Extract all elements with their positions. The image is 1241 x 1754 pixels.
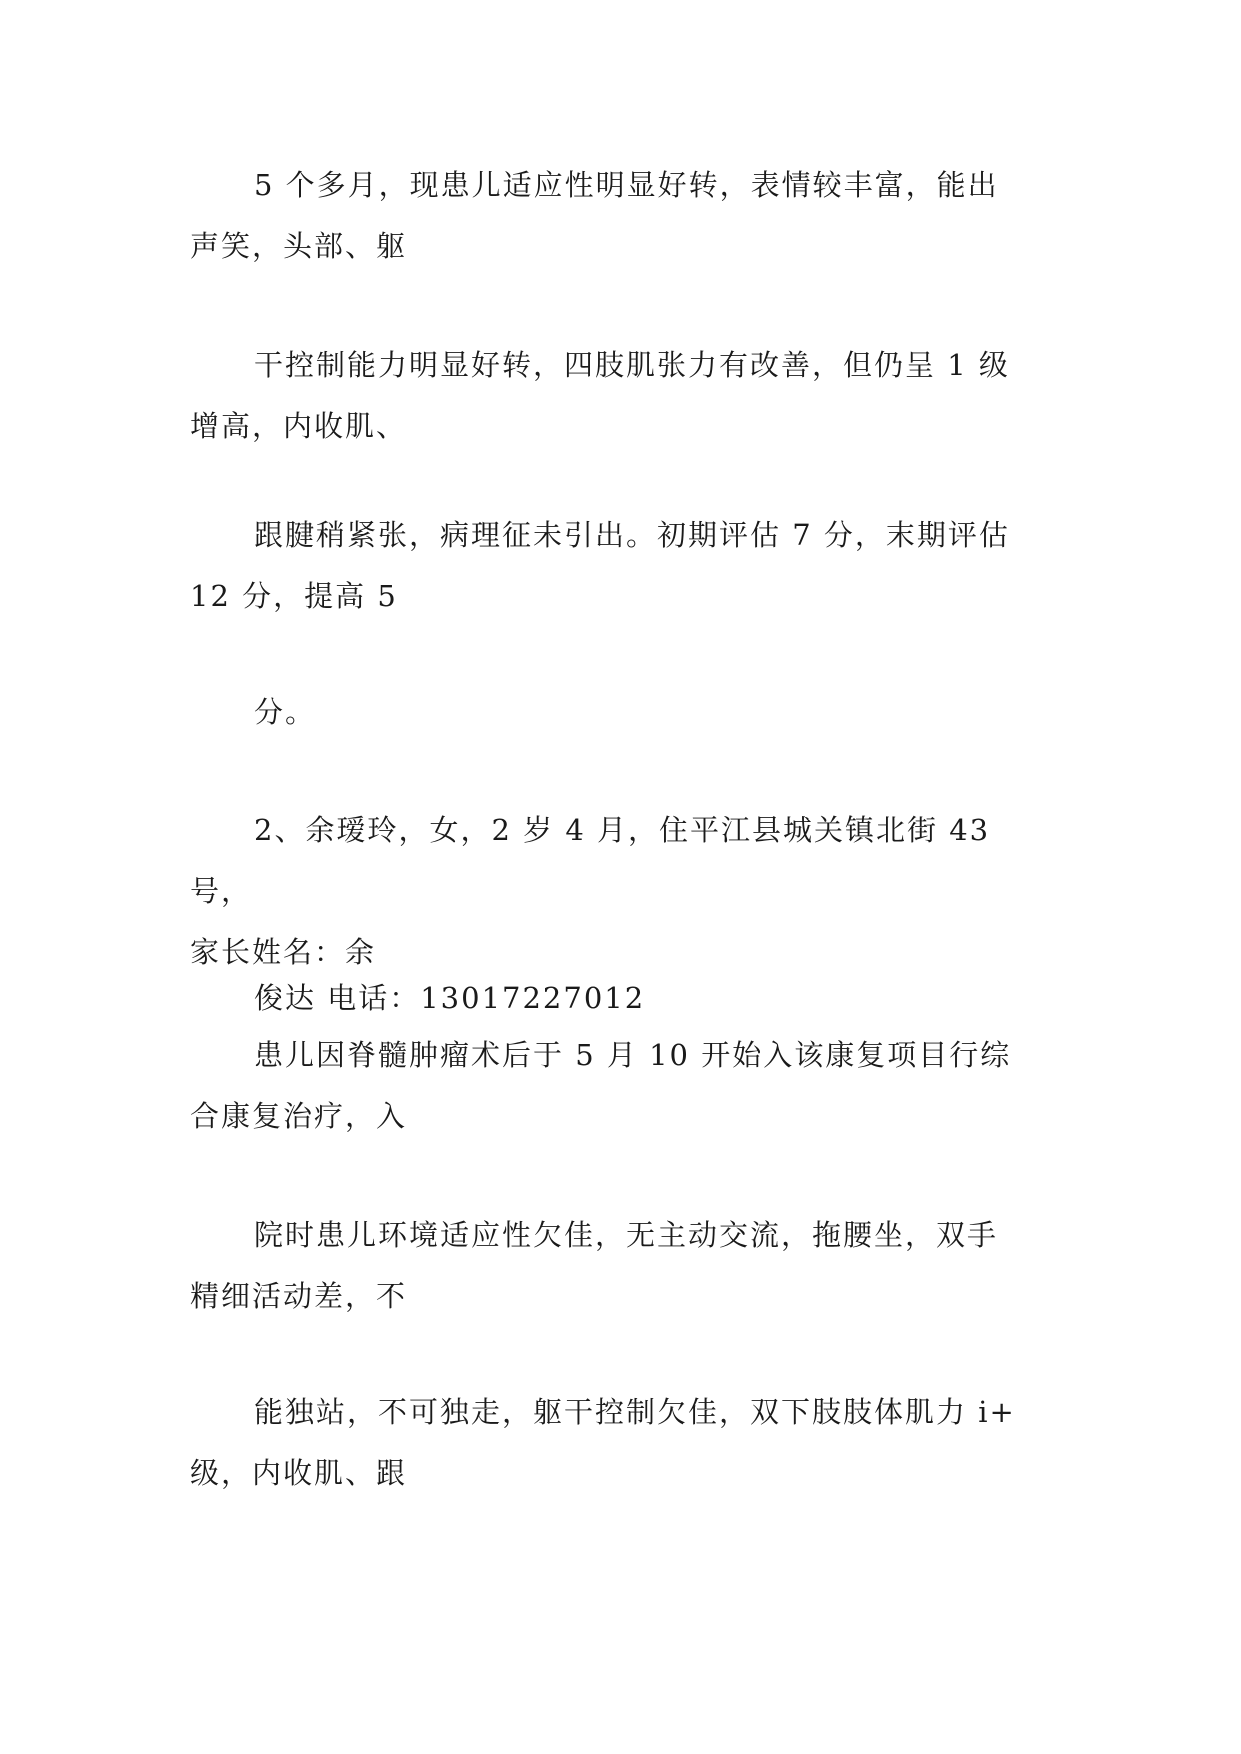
paragraph [190, 968, 1050, 1029]
paragraph-line: 级，内收肌、跟 [190, 1456, 408, 1490]
paragraph-line: 能独站，不可独走，躯干控制欠佳，双下肢肢体肌力 i+ [254, 1395, 1016, 1429]
paragraph-line: 跟腱稍紧张，病理征未引出。初期评估 7 分，末期评估 [254, 518, 1010, 552]
paragraph-line: 5 个多月，现患儿适应性明显好转，表情较丰富，能出 [254, 168, 999, 202]
paragraph-line: 2、余瑷玲，女，2 岁 4 月，住平江县城关镇北街 43 号， [190, 813, 991, 908]
paragraph-line: 分。 [254, 695, 317, 729]
paragraph [190, 1025, 1050, 1147]
paragraph-line: 增高，内收肌、 [190, 409, 408, 443]
paragraph-line: 患儿因脊髓肿瘤术后于 5 月 10 开始入该康复项目行综 [254, 1038, 1012, 1072]
paragraph [190, 1382, 1050, 1504]
paragraph [190, 155, 1050, 277]
paragraph [190, 505, 1050, 627]
paragraph-line: 精细活动差，不 [190, 1279, 408, 1313]
paragraph [190, 335, 1050, 457]
paragraph-line: 家长姓名：余 [190, 935, 377, 969]
paragraph [190, 800, 1050, 983]
paragraph [190, 1205, 1050, 1327]
paragraph [190, 682, 1050, 743]
paragraph-line: 干控制能力明显好转，四肢肌张力有改善，但仍呈 1 级 [254, 348, 1010, 382]
paragraph-line: 院时患儿环境适应性欠佳，无主动交流，拖腰坐，双手 [254, 1218, 999, 1252]
paragraph-line: 合康复治疗，入 [190, 1099, 408, 1133]
paragraph-line: 12 分，提高 5 [190, 579, 398, 613]
paragraph-line: 声笑，头部、躯 [190, 229, 408, 263]
paragraph-line: 俊达 电话：13017227012 [254, 981, 646, 1015]
